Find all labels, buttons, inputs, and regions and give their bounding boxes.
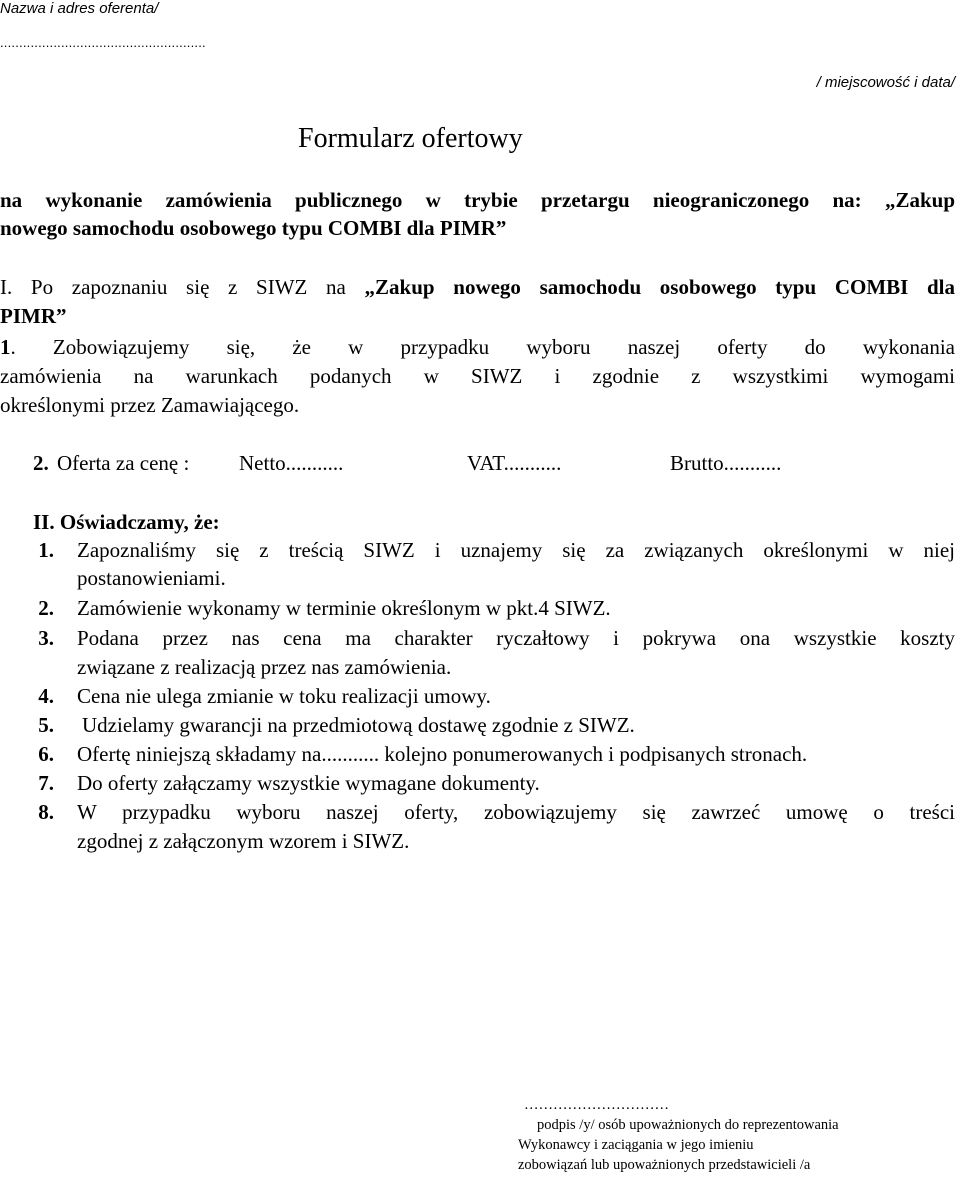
signature-dots: ………………………… — [524, 1097, 669, 1113]
item-3-line-1: Podana przez nas cena ma charakter ryczałtowy i pokrywa ona wszystkie koszty — [77, 626, 955, 650]
item-1-number: 1. — [38, 538, 54, 562]
item-1-line-1: Zapoznaliśmy się z treścią SIWZ i uznajemy się za związanych określonymi w niej — [77, 538, 955, 562]
item-8-number: 8. — [38, 800, 54, 824]
item-6-number: 6. — [38, 742, 54, 766]
offeror-dots: ...................................................... — [0, 35, 206, 50]
section-1-intro-bold: „Zakup nowego samochodu osobowego typu COMBI dla — [364, 275, 956, 299]
signature-line-2: Wykonawcy i zaciągania w jego imieniu — [518, 1137, 754, 1153]
item-3-line-2: związane z realizacją przez nas zamówienia. — [77, 655, 452, 679]
item-8-line-2: zgodnej z załączonym wzorem i SIWZ. — [77, 829, 410, 853]
item-7-number: 7. — [38, 771, 54, 795]
item-8-line-1: W przypadku wyboru naszej oferty, zobowiązujemy się zawrzeć umowę o treści — [77, 800, 955, 824]
item-5-line-1: Udzielamy gwarancji na przedmiotową dostawę zgodnie z SIWZ. — [82, 713, 635, 737]
page-title: Formularz ofertowy — [298, 123, 523, 154]
section-2-title: Oświadczamy, że: — [59, 510, 220, 534]
section-1-intro-plain: Po zapoznaniu się z SIWZ na — [30, 275, 365, 299]
offeror-label: Nazwa i adres oferenta/ — [0, 0, 159, 17]
point-1-line-2: zamówienia na warunkach podanych w SIWZ i zgodnie z wszystkimi wymogami — [0, 364, 955, 388]
netto-field: Netto........... — [239, 451, 344, 475]
brutto-field: Brutto........... — [670, 451, 782, 475]
item-4-line-1: Cena nie ulega zmianie w toku realizacji umowy. — [77, 684, 491, 708]
subtitle-line-2: nowego samochodu osobowego typu COMBI dla PIMR” — [0, 216, 507, 240]
vat-field: VAT........... — [467, 451, 562, 475]
section-1-intro-line-2: PIMR” — [0, 304, 67, 328]
item-3-number: 3. — [38, 626, 54, 650]
section-2-number: II. — [33, 510, 55, 534]
price-label: Oferta za cenę : — [57, 451, 190, 475]
signature-line-1: podpis /y/ osób upoważnionych do reprezentowania — [537, 1117, 839, 1133]
place-date-label: / miejscowość i data/ — [816, 74, 955, 91]
section-1-number: I. — [0, 275, 31, 299]
signature-line-3: zobowiązań lub upoważnionych przedstawicieli /a — [518, 1157, 811, 1173]
point-1-line-1-text: . Zobowiązujemy się, że w przypadku wyboru naszej oferty do wykonania — [10, 335, 955, 359]
section-2-heading — [33, 510, 220, 535]
item-5-number: 5. — [38, 713, 54, 737]
point-1-line-3: określonymi przez Zamawiającego. — [0, 393, 300, 417]
item-1-line-2: postanowieniami. — [77, 566, 226, 590]
item-2-line-1: Zamówienie wykonamy w terminie określonym w pkt.4 SIWZ. — [77, 596, 611, 620]
subtitle-line-1: na wykonanie zamówienia publicznego w trybie przetargu nieograniczonego na: „Zakup — [0, 188, 955, 212]
point-1-line-1 — [0, 335, 955, 360]
item-2-number: 2. — [38, 596, 54, 620]
point-1-number: 1 — [0, 335, 11, 359]
point-2-number: 2. — [33, 451, 49, 475]
item-6-line-1: Ofertę niniejszą składamy na........... kolejno ponumerowanych i podpisanych stronach. — [77, 742, 808, 766]
item-4-number: 4. — [38, 684, 54, 708]
item-7-line-1: Do oferty załączamy wszystkie wymagane dokumenty. — [77, 771, 540, 795]
section-1-intro — [0, 275, 955, 300]
